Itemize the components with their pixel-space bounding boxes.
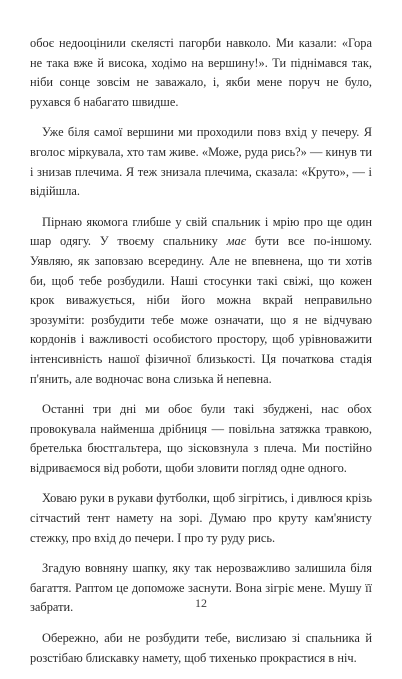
paragraph-5: Ховаю руки в рукави футболки, щоб зігрітись, і дивлюся крізь сітчастий тент намету на зорі. Думаю про круту кам'янисту стежку, про вхід до печери. І про ту руду рись. xyxy=(30,491,372,545)
paragraph-3-part-2: бути все по-іншому. Уявляю, як заповзаю всередину. Але не впевнена, що ти хотів би, щоб тебе розбудили. Наші стосунки такі свіжі, що кожен крок виважується, ніби його можна вкрай неправильно зрозуміти: розбудити тебе може означати, що я не відчуваю кордонів і важливості особистого простору, щоб урівноважити інтенсивність нашої фізичної близькості. Ця початкова стадія п'янить, але водночас вона слизька й непевна. xyxy=(30,234,373,386)
paragraph-3 xyxy=(30,213,372,389)
paragraph-2: Уже біля самої вершини ми проходили повз вхід у печеру. Я вголос міркувала, хто там живе. «Може, руда рись?» — кинув ти і знизав плечима. Я теж знизала плечима, сказала: «Круто», — і відійшла. xyxy=(30,125,372,199)
paragraph-4: Останні три дні ми обоє були такі збуджені, нас обох провокувала найменша дрібниця — повільна затяжка травкою, бретелька бюстгальтера, що зісковзнула з плеча. Ми постійно відриваємося від роботи, щоби зловити погляд одне одного. xyxy=(30,402,372,475)
paragraph-7: Обережно, аби не розбудити тебе, вислизаю зі спальника й розстібаю блискавку намету, щоб тихенько прокрастися в ніч. xyxy=(30,631,372,665)
paragraph-6: Згадую вовняну шапку, яку так нерозважливо залишила біля багаття. Раптом це допоможе заснути. Вона зігріє мене. Мушу її забрати. xyxy=(30,561,372,615)
paragraph-3-emphasis: має xyxy=(226,234,247,249)
paragraph-1: обоє недооцінили скелясті пагорби навколо. Ми казали: «Гора не така вже й висока, ходімо на вершину!». Ти піднімався так, ніби сонце зовсім не заважало, і, якби мене поруч не було, рухався б набагато швидше. xyxy=(30,36,372,109)
page-number: 12 xyxy=(195,596,207,610)
paragraph-3-part-1: Пірнаю якомога глибше у свій спальник і мрію про ще один шар одягу. У твоєму спальнику xyxy=(30,214,372,249)
page-body xyxy=(30,34,372,679)
